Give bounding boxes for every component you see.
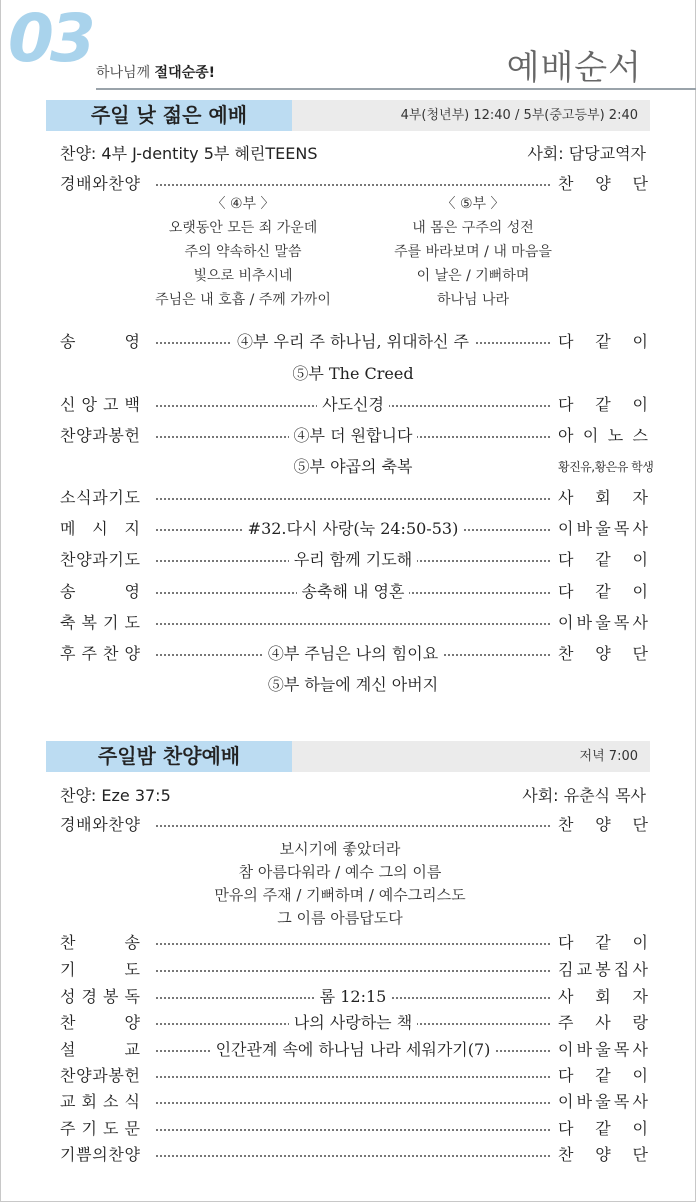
- lyrics-heading: 〈 ⑤부 〉: [441, 196, 505, 212]
- section-time: 저녁 7:00: [579, 749, 638, 764]
- row-label: 찬 송: [60, 933, 140, 952]
- leader-dots: [156, 943, 550, 945]
- row-label: 기 도: [60, 960, 140, 979]
- row-label: 소 식 과 기 도: [60, 488, 140, 507]
- order-row: [60, 958, 648, 982]
- row-content: ⑤부 야곱의 축복: [293, 457, 413, 476]
- row-person: 주 사 랑: [558, 1013, 648, 1032]
- order-row: [60, 1090, 648, 1114]
- row-label: 경 배 와 찬 양: [60, 815, 140, 834]
- leader-dots: [156, 970, 550, 972]
- row-person: 다 같 이: [558, 550, 648, 569]
- section-title: 주일밤 찬양예배: [46, 741, 292, 772]
- row-label: 찬 양 과 봉 헌: [60, 1066, 140, 1085]
- lyrics-line: 하나님 나라: [436, 292, 510, 308]
- lyrics-line: 주를 바라보며 / 내 마음을: [394, 244, 552, 260]
- row-person: 이 바 울 목 사: [558, 1040, 648, 1059]
- row-person: 찬 양 단: [558, 174, 648, 193]
- order-row: [60, 1011, 648, 1035]
- leader-dots: [156, 623, 550, 625]
- row-content: 인간관계 속에 하나님 나라 세워가기(7): [211, 1040, 496, 1059]
- row-person: 다 같 이: [558, 933, 648, 952]
- order-row: [60, 517, 648, 541]
- row-content: 송축해 내 영혼: [297, 582, 410, 601]
- row-person: 찬 양 단: [558, 644, 648, 663]
- praise-team-info: 찬양: Eze 37:5: [60, 786, 171, 805]
- order-row: [60, 1117, 648, 1141]
- row-label: 축 복 기 도: [60, 613, 140, 632]
- row-content: ④부 우리 주 하나님, 위대하신 주: [232, 332, 474, 351]
- row-content: 사도신경: [317, 395, 389, 414]
- subtitle-text: 하나님께: [96, 65, 155, 81]
- leader-dots: [156, 1102, 550, 1104]
- leader-dots: [156, 498, 550, 500]
- row-person: 다 같 이: [558, 582, 648, 601]
- row-person: 찬 양 단: [558, 1145, 648, 1164]
- lyrics-line: 이 날은 / 기뻐하며: [416, 268, 530, 284]
- row-label: 찬 양 과 기 도: [60, 550, 140, 569]
- lyrics-line: 오랫동안 모든 죄 가운데: [168, 220, 318, 236]
- page-number: 03: [8, 0, 92, 77]
- lyrics-4-part: [118, 192, 368, 312]
- leader-dots: [156, 825, 550, 827]
- order-row: [60, 330, 648, 354]
- order-row-5-part: [60, 455, 654, 479]
- row-label: 성 경 봉 독: [60, 987, 140, 1006]
- host-info: 사회: 담당교역자: [527, 144, 646, 163]
- row-person: 김 교 봉 집 사: [558, 960, 648, 979]
- section-header-day-service: [46, 100, 650, 131]
- song-5-part: ⑤부 The Creed: [292, 364, 414, 383]
- row-person: 이 바 울 목 사: [558, 519, 648, 538]
- order-row: [60, 931, 648, 955]
- lyrics-line: 주의 약속하신 말씀: [184, 244, 302, 260]
- order-row: [60, 611, 648, 635]
- lyrics-line: 빛으로 비추시네: [193, 268, 293, 284]
- row-label: 찬 양 과 봉 헌: [60, 426, 140, 445]
- row-label: 메 시 지: [60, 519, 140, 538]
- row-label: 교 회 소 식: [60, 1092, 140, 1111]
- row-person: 다 같 이: [558, 1119, 648, 1138]
- section-header-evening-service: [46, 741, 650, 772]
- row-person: 다 같 이: [558, 1066, 648, 1085]
- leader-dots: [156, 1155, 550, 1157]
- row-person: 이 바 울 목 사: [558, 613, 648, 632]
- row-label: 기 쁨 의 찬 양: [60, 1145, 140, 1164]
- order-row: [60, 1064, 648, 1088]
- lyrics-5-part: [348, 192, 598, 312]
- verse-line: 참 아름다워라 / 예수 그의 이름: [238, 863, 442, 881]
- praise-verse: [140, 838, 540, 930]
- row-content: #32.다시 사랑(눅 24:50-53): [243, 519, 464, 538]
- row-label: 설 교: [60, 1040, 140, 1059]
- row-label: 후 주 찬 양: [60, 644, 140, 663]
- leader-dots: [156, 1129, 550, 1131]
- page-subtitle: [96, 62, 215, 82]
- header-divider: [96, 88, 696, 90]
- order-row: [60, 393, 648, 417]
- leader-dots: [156, 1076, 550, 1078]
- row-label: 송 영: [60, 582, 140, 601]
- order-row: [60, 1038, 648, 1062]
- row-person: 사 회 자: [558, 987, 648, 1006]
- row-label: 주 기 도 문: [60, 1119, 140, 1138]
- row-content: ④부 더 원합니다: [289, 426, 418, 445]
- row-person: 다 같 이: [558, 332, 648, 351]
- section-time: 4부(청년부) 12:40 / 5부(중고등부) 2:40: [400, 108, 638, 123]
- order-row: [60, 548, 648, 572]
- row-content: ④부 주님은 나의 힘이요: [263, 644, 443, 663]
- row-person: 사 회 자: [558, 488, 648, 507]
- order-row: [60, 486, 648, 510]
- verse-line: 만유의 주재 / 기뻐하며 / 예수그리스도: [214, 886, 466, 904]
- row-content: 롬 12:15: [315, 987, 392, 1006]
- leader-dots: [156, 184, 550, 186]
- row-label: 경 배 와 찬 양: [60, 174, 140, 193]
- row-person: 다 같 이: [558, 395, 648, 414]
- lyrics-line: 내 몸은 구주의 성전: [412, 220, 534, 236]
- section-title: 주일 낮 젊은 예배: [46, 100, 292, 131]
- order-row: [60, 1143, 648, 1167]
- order-row: [60, 985, 648, 1009]
- row-content: 나의 사랑하는 책: [289, 1013, 417, 1032]
- host-info: 사회: 유춘식 목사: [522, 786, 646, 805]
- lyrics-heading: 〈 ④부 〉: [211, 196, 275, 212]
- verse-line: 그 이름 아름답도다: [277, 909, 403, 927]
- praise-team-info: 찬양: 4부 J-dentity 5부 혜린TEENS: [60, 144, 318, 163]
- row-content: 우리 함께 기도해: [289, 550, 417, 569]
- postlude-5-part: ⑤부 하늘에 계신 아버지: [267, 675, 439, 694]
- lyrics-line: 주님은 내 호흡 / 주께 가까이: [155, 292, 331, 308]
- order-row: [60, 813, 648, 837]
- order-row: [60, 580, 648, 604]
- row-label: 신 앙 고 백: [60, 395, 140, 414]
- row-label: 송 영: [60, 332, 140, 351]
- row-person: 황진유,황은유 학생: [558, 460, 654, 474]
- row-label: 찬 양: [60, 1013, 140, 1032]
- verse-line: 보시기에 좋았더라: [279, 840, 401, 858]
- order-row: [60, 642, 648, 666]
- row-person: 찬 양 단: [558, 815, 648, 834]
- row-person: 아 이 노 스: [558, 426, 648, 445]
- order-row: [60, 424, 648, 448]
- row-person: 이 바 울 목 사: [558, 1092, 648, 1111]
- subtitle-bold: 절대순종!: [154, 65, 216, 81]
- page-title: 예배순서: [506, 48, 642, 88]
